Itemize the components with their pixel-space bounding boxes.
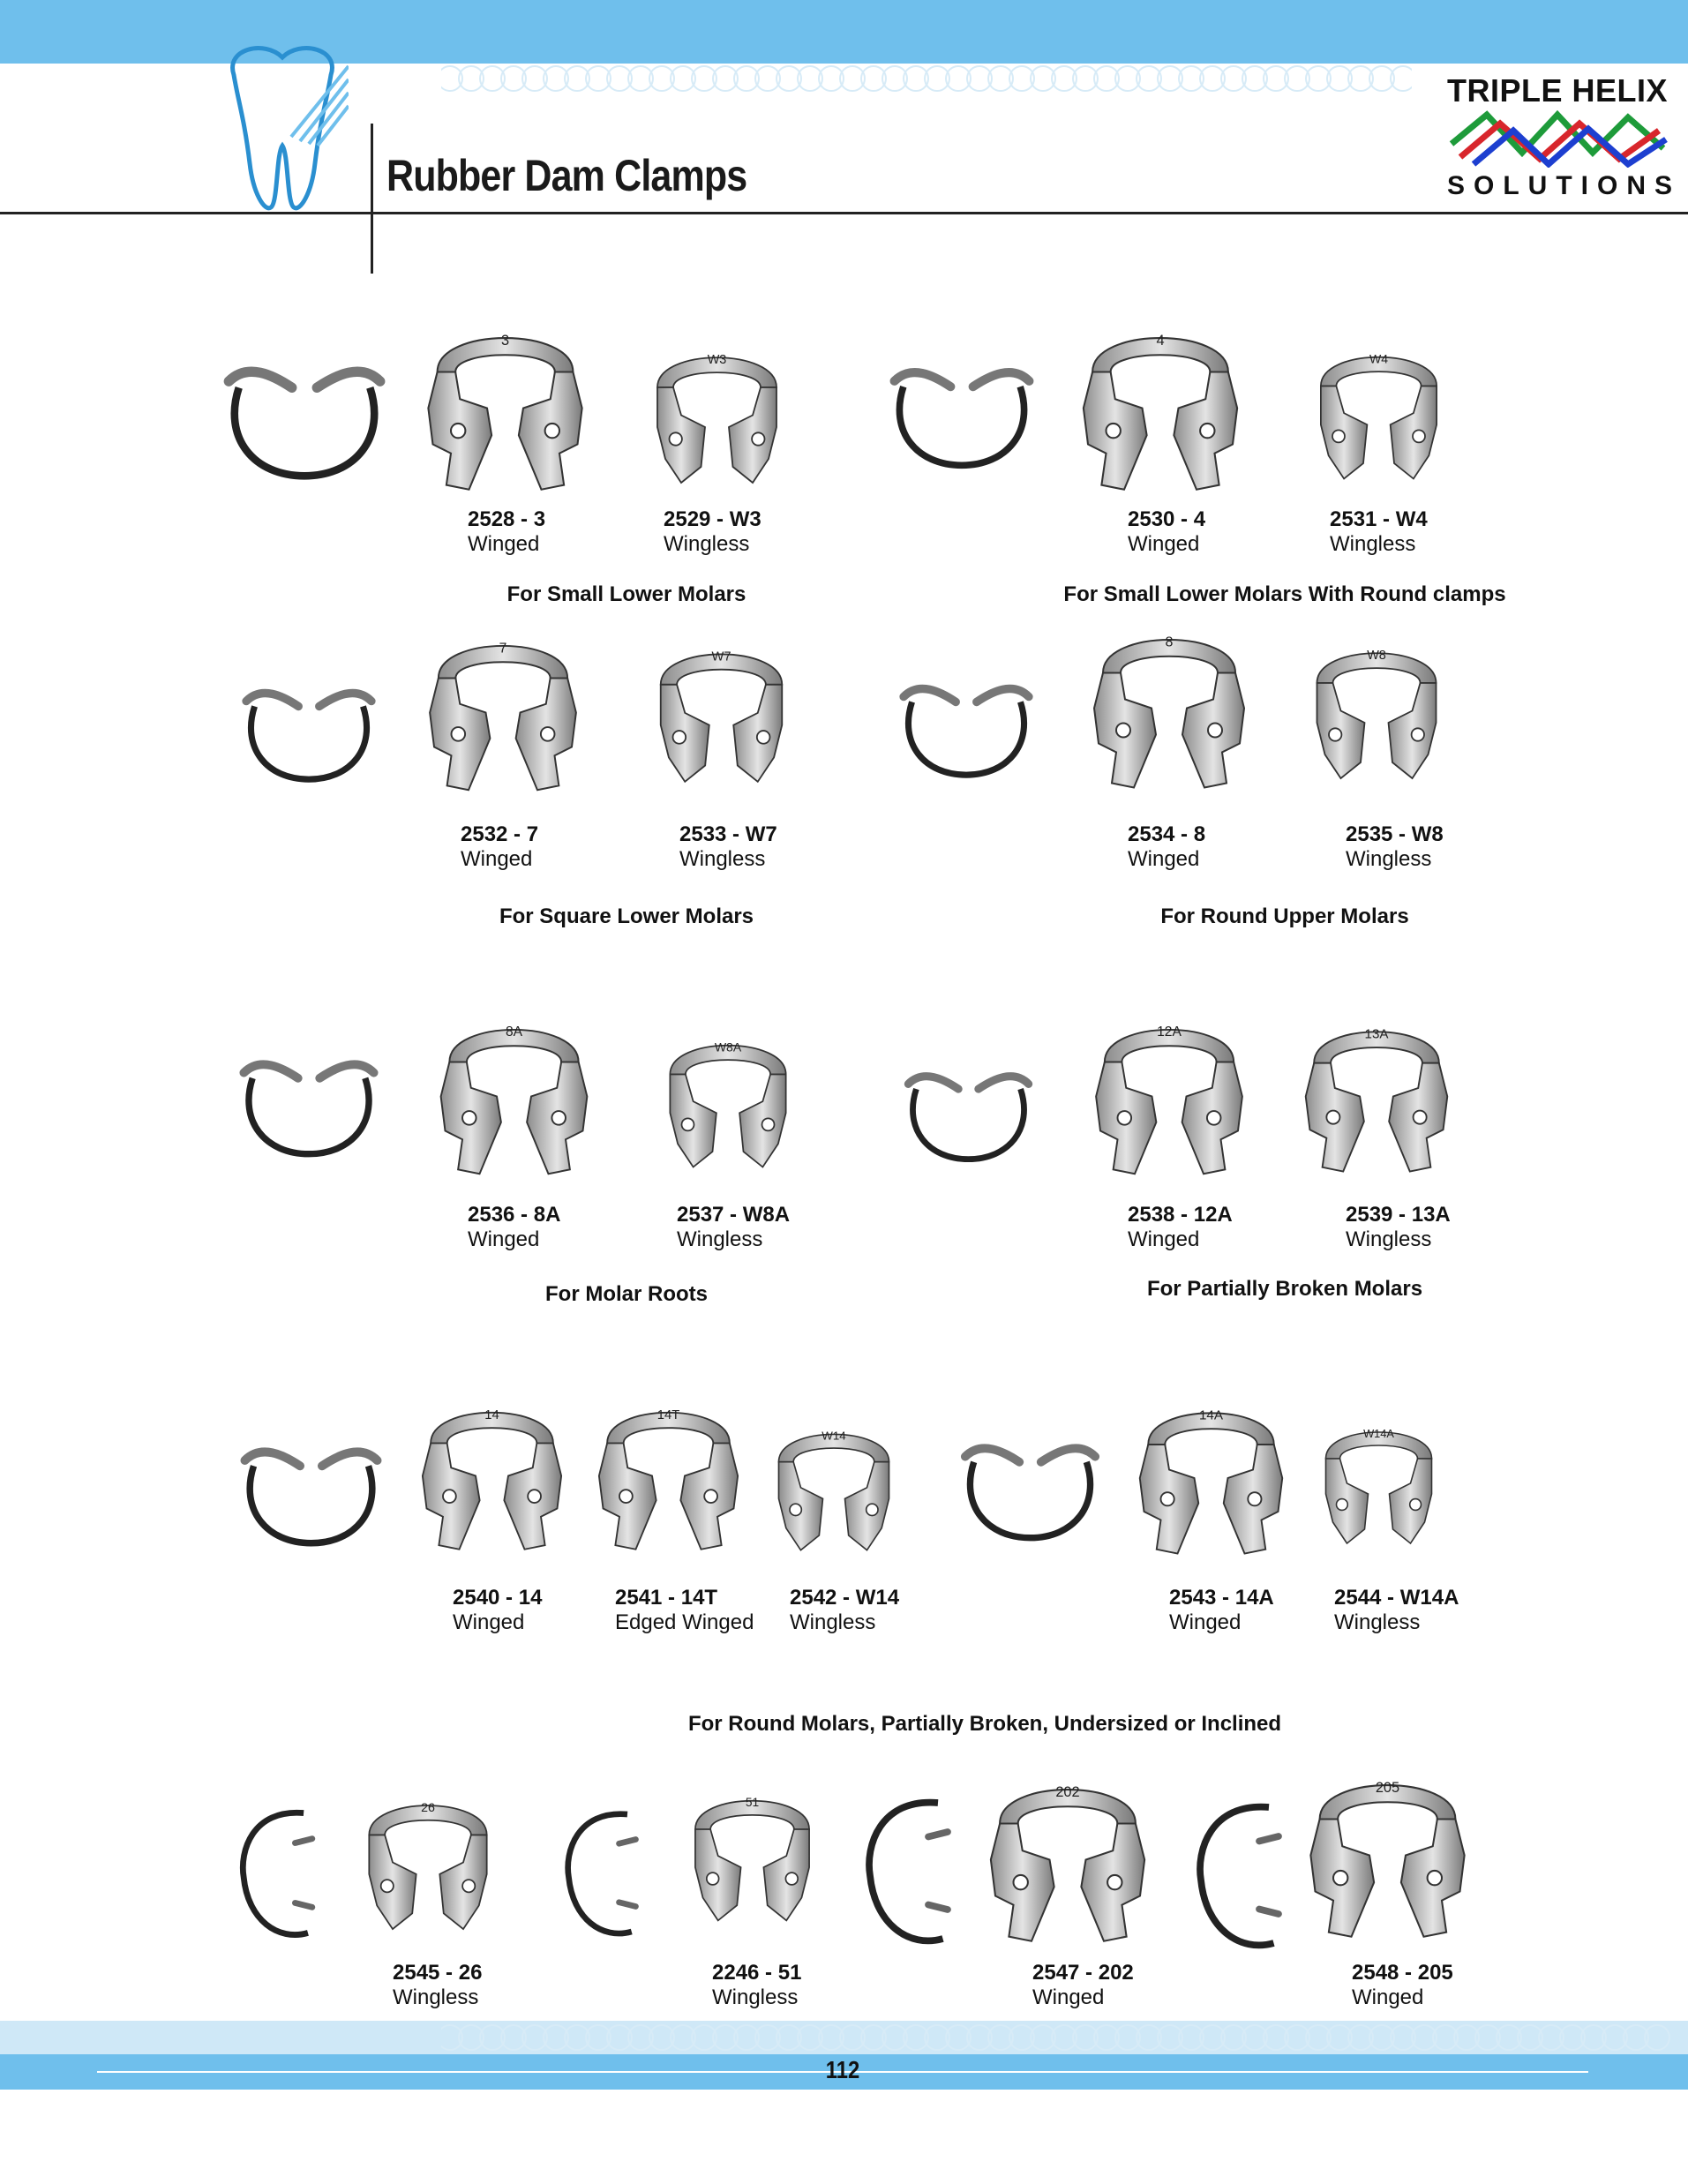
category-caption: For Round Molars, Partially Broken, Undersized or Inclined (687, 1712, 1282, 1736)
brand-name: TRIPLE HELIX (1447, 72, 1669, 109)
category-caption: For Round Upper Molars (1160, 904, 1409, 928)
bow-side-view (878, 353, 1046, 477)
product-type: Winged (468, 532, 540, 556)
product-type: Wingless (1346, 1227, 1432, 1251)
ring-pattern-strip (441, 2023, 1677, 2053)
helix-waves-icon (1447, 104, 1668, 168)
clamp-stamp: 14 (484, 1407, 499, 1422)
product-type: Winged (461, 847, 533, 871)
product-code: 2547 - 202 (1032, 1961, 1134, 1985)
clamp-image (684, 1782, 821, 1937)
brand-tagline: SOLUTIONS (1447, 171, 1682, 200)
clamp-stamp: 8A (505, 1024, 523, 1040)
clamp-image (419, 318, 591, 499)
bow-side-view (1191, 1791, 1288, 1959)
product-code: 2544 - W14A (1334, 1586, 1459, 1610)
clamp-stamp: W14A (1363, 1427, 1394, 1440)
clamp-stamp: 8 (1165, 634, 1174, 650)
bow-side-view (234, 1430, 388, 1557)
clamp-image (1072, 318, 1249, 499)
clamp-image (1302, 1416, 1456, 1557)
product-type: Winged (1128, 532, 1200, 556)
clamp-stamp: W14 (821, 1429, 846, 1443)
bow-side-view (216, 349, 393, 490)
product-code: 2528 - 3 (468, 507, 546, 531)
clamp-image (1306, 340, 1452, 494)
product-code: 2537 - W8A (677, 1203, 791, 1227)
clamp-stamp: 26 (421, 1800, 435, 1815)
bow-side-view (953, 1430, 1107, 1549)
category-caption: For Partially Broken Molars (1146, 1277, 1423, 1301)
bow-side-view (234, 675, 384, 790)
clamp-stamp: W8A (714, 1039, 742, 1054)
product-code: 2541 - 14T (615, 1586, 718, 1610)
clamp-stamp: W3 (707, 353, 727, 367)
page-number: 112 (825, 2056, 860, 2083)
product-type: Wingless (1330, 532, 1416, 556)
clamp-image (640, 340, 794, 499)
clamp-stamp: 12A (1157, 1024, 1182, 1040)
clamp-stamp: 14T (656, 1407, 680, 1422)
clamp-image (768, 1416, 900, 1566)
product-code: 2530 - 4 (1128, 507, 1206, 531)
clamp-image (357, 1787, 499, 1946)
bow-side-view (860, 1782, 957, 1959)
product-type: Wingless (679, 847, 766, 871)
ring-pattern-strip (441, 64, 1412, 94)
product-code: 2529 - W3 (664, 507, 761, 531)
clamp-stamp: 4 (1156, 332, 1165, 349)
product-type: Winged (453, 1610, 525, 1634)
product-code: 2540 - 14 (453, 1586, 543, 1610)
product-code: 2539 - 13A (1346, 1203, 1451, 1227)
clamp-stamp: W8 (1367, 649, 1386, 663)
clamp-image (424, 627, 582, 799)
product-type: Edged Winged (615, 1610, 754, 1634)
product-type: Wingless (790, 1610, 876, 1634)
product-code: 2536 - 8A (468, 1203, 561, 1227)
product-type: Winged (1128, 847, 1200, 871)
product-code: 2534 - 8 (1128, 822, 1206, 846)
clamp-stamp: 7 (499, 641, 507, 657)
product-code: 2533 - W7 (679, 822, 777, 846)
clamp-image (649, 635, 794, 799)
clamp-image (1302, 1010, 1452, 1182)
product-code: 2535 - W8 (1346, 822, 1444, 846)
product-type: Winged (468, 1227, 540, 1251)
clamp-stamp: W4 (1369, 351, 1388, 366)
clamp-image (979, 1769, 1156, 1950)
clamp-image (1306, 1765, 1469, 1946)
clamp-image (1090, 1010, 1249, 1182)
clamp-stamp: 202 (1055, 1783, 1080, 1800)
clamp-stamp: 3 (500, 332, 510, 349)
product-code: 2538 - 12A (1128, 1203, 1233, 1227)
category-caption: For Square Lower Molars (499, 904, 754, 928)
clamp-image (1134, 1394, 1288, 1562)
clamp-image (1302, 635, 1452, 794)
product-type: Winged (1032, 1985, 1105, 2009)
clamp-image (432, 1010, 596, 1182)
product-type: Wingless (1334, 1610, 1421, 1634)
bow-side-view (225, 1046, 393, 1165)
clamp-stamp: W7 (711, 649, 731, 664)
product-code: 2543 - 14A (1169, 1586, 1274, 1610)
product-code: 2548 - 205 (1352, 1961, 1453, 1985)
category-caption: For Small Lower Molars (506, 582, 746, 606)
product-type: Winged (1352, 1985, 1424, 2009)
clamp-image (415, 1394, 569, 1557)
clamp-image (1090, 618, 1249, 799)
product-code: 2542 - W14 (790, 1586, 900, 1610)
product-type: Wingless (664, 532, 750, 556)
product-code: 2246 - 51 (712, 1961, 802, 1985)
clamp-stamp: 205 (1375, 1779, 1400, 1796)
product-type: Wingless (677, 1227, 763, 1251)
bow-side-view (234, 1800, 322, 1946)
category-caption: For Small Lower Molars With Round clamps (1063, 582, 1506, 606)
clamp-image (653, 1028, 803, 1182)
product-type: Winged (1128, 1227, 1200, 1251)
product-type: Wingless (712, 1985, 799, 2009)
tooth-icon (216, 40, 349, 216)
bow-side-view (891, 1059, 1046, 1169)
clamp-stamp: 51 (745, 1796, 760, 1810)
page-title: Rubber Dam Clamps (386, 151, 747, 200)
category-caption: For Molar Roots (545, 1282, 708, 1306)
product-type: Wingless (393, 1985, 479, 2009)
product-type: Winged (1169, 1610, 1242, 1634)
clamp-stamp: 14A (1198, 1407, 1224, 1423)
header-divider (371, 124, 373, 274)
product-code: 2545 - 26 (393, 1961, 483, 1985)
bow-side-view (560, 1800, 644, 1946)
product-type: Wingless (1346, 847, 1432, 871)
bow-side-view (887, 671, 1046, 785)
product-code: 2532 - 7 (461, 822, 539, 846)
clamp-stamp: 13A (1364, 1026, 1389, 1042)
product-code: 2531 - W4 (1330, 507, 1428, 531)
clamp-image (591, 1394, 746, 1557)
